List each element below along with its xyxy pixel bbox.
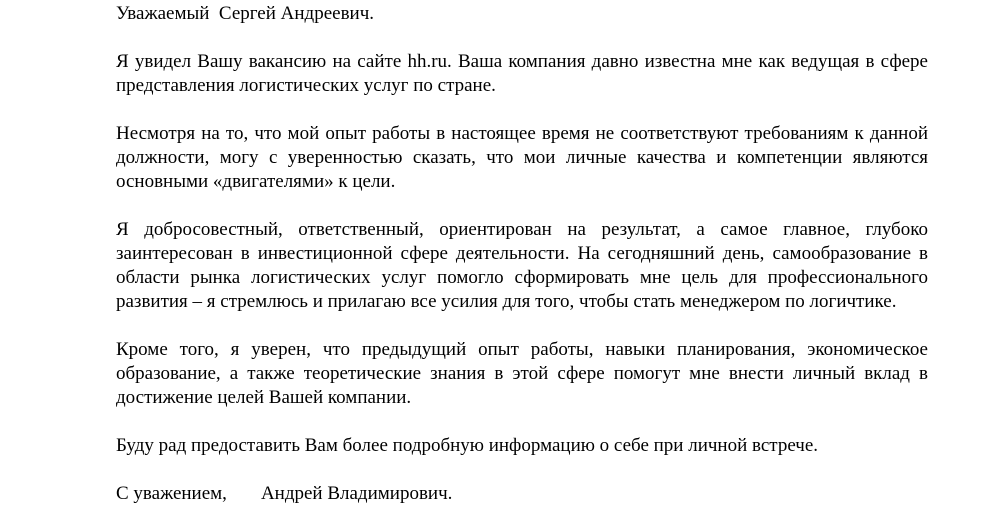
letter-closing-line bbox=[116, 458, 928, 506]
letter-paragraph-3: Я добросовестный, ответственный, ориентирован на результат, а самое главное, глубоко заинтересован в инвестиционной сфере деятельности. На сегодняшний день, самообразование в области рынка логистических услуг помогло сформировать мне цель для профессионального развития – я стремлюсь и прилагаю все усилия для того, чтобы стать менеджером по логичтике. bbox=[116, 219, 928, 312]
letter-signature: Андрей Владимирович. bbox=[260, 483, 453, 504]
letter-body bbox=[116, 0, 928, 506]
letter-paragraph-4: Кроме того, я уверен, что предыдущий опыт работы, навыки планирования, экономическое образование, а также теоретические знания в этой сфере помогут мне внести личный вклад в достижение целей Вашей компании. bbox=[116, 339, 928, 408]
letter-paragraph-5: Буду рад предоставить Вам более подробную информацию о себе при личной встрече. bbox=[116, 435, 819, 456]
letter-greeting: Уважаемый Сергей Андреевич. bbox=[116, 3, 375, 24]
letter-paragraph-1: Я увидел Вашу вакансию на сайте hh.ru. Ваша компания давно известна мне как ведущая в сфере представления логистических услуг по стране. bbox=[116, 51, 928, 96]
letter-closing: С уважением, bbox=[116, 483, 227, 504]
letter-paragraph-2: Несмотря на то, что мой опыт работы в настоящее время не соответствуют требованиям к данной должности, могу с уверенностью сказать, что мои личные качества и компетенции являются основными «двигателями» к цели. bbox=[116, 123, 928, 192]
